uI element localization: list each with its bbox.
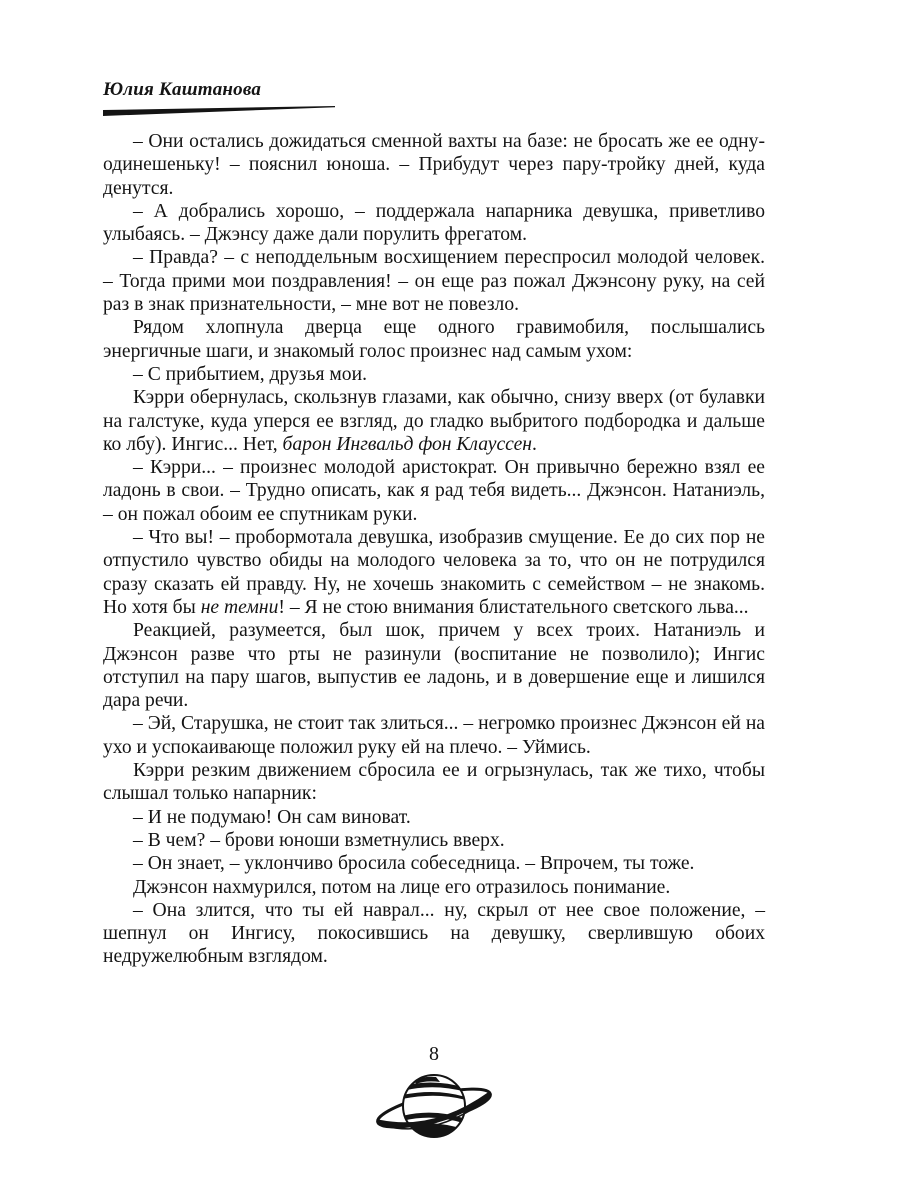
body-text: [103, 130, 765, 969]
paragraph: Джэнсон нахмурился, потом на лице его отразилось понимание.: [133, 876, 671, 898]
paragraph: – В чем? – брови юноши взметнулись вверх.: [133, 829, 505, 851]
header-rule: [103, 106, 335, 116]
running-header: [103, 78, 343, 116]
text-run: Кэрри обернулась, скользнув глазами, как обычно, снизу вверх (от булавки на галстуке, куда уперся ее взгляд, до гладко выбритого подбородка и дальше ко лбу). Ингис... Нет,: [103, 387, 765, 455]
italic-name: барон Ингвальд фон Клауссен: [282, 433, 532, 455]
paragraph: [103, 526, 765, 619]
italic-phrase: не темни: [200, 596, 279, 618]
paragraph: – А добрались хорошо, – поддержала напарника девушка, приветливо улыбаясь. – Джэнсу даже дали порулить фрегатом.: [103, 200, 765, 246]
author-name: Юлия Каштанова: [103, 79, 262, 100]
paragraph: Реакцией, разумеется, был шок, причем у всех троих. Натаниэль и Джэнсон разве что рты не разинули (воспитание не позволило); Ингис отступил на пару шагов, выпустив ее ладонь, и в довершение еще и лишился дара речи.: [103, 620, 765, 712]
paragraph: Кэрри резким движением сбросила ее и огрызнулась, так же тихо, чтобы слышал только напарник:: [103, 760, 765, 805]
paragraph: – Они остались дожидаться сменной вахты на базе: не бросать же ее одну-одинешеньку! – пояснил юноша. – Прибудут через пару-тройку дней, куда денутся.: [103, 131, 765, 199]
text-run: .: [532, 433, 537, 455]
text-run: – Что вы! – пробормотала девушка, изобразив смущение. Ее до сих пор не отпустило чувство обиды на молодого человека за то, что он не потрудился сразу сказать ей правду. Ну, не хочешь знакомить с семейством – не знакомь. Но хотя бы: [103, 527, 765, 618]
paragraph: – Он знает, – уклончиво бросила собеседница. – Впрочем, ты тоже.: [133, 853, 695, 875]
paragraph: – Кэрри... – произнес молодой аристократ. Он привычно бережно взял ее ладонь в свои. – Трудно описать, как я рад тебя видеть... Джэнсон. Натаниэль, – он пожал обоим ее спутникам руки.: [103, 457, 765, 525]
text-run: ! – Я не стою внимания блистательного светского льва...: [278, 596, 749, 618]
paragraph: [103, 386, 765, 456]
page-number: 8: [429, 1043, 439, 1065]
paragraph: – И не подумаю! Он сам виноват.: [133, 806, 411, 828]
paragraph: Рядом хлопнула дверца еще одного гравимобиля, послышались энергичные шаги, и знакомый голос произнес над самым ухом:: [103, 317, 765, 362]
paragraph: – С прибытием, друзья мои.: [133, 363, 367, 385]
paragraph: – Она злится, что ты ей наврал... ну, скрыл от нее свое положение, – шепнул он Ингису, покосившись на девушку, сверлившую обоих недружелюбным взглядом.: [103, 899, 765, 968]
planet-ornament-icon: [374, 1064, 494, 1148]
paragraph: – Правда? – с неподдельным восхищением переспросил молодой человек. – Тогда прими мои поздравления! – он еще раз пожал Джэнсону руку, на сей раз в знак признательности, – мне вот не повезло.: [103, 247, 765, 316]
paragraph: – Эй, Старушка, не стоит так злиться... – негромко произнес Джэнсон ей на ухо и успокаивающе положил руку ей на плечо. – Уймись.: [103, 713, 765, 758]
